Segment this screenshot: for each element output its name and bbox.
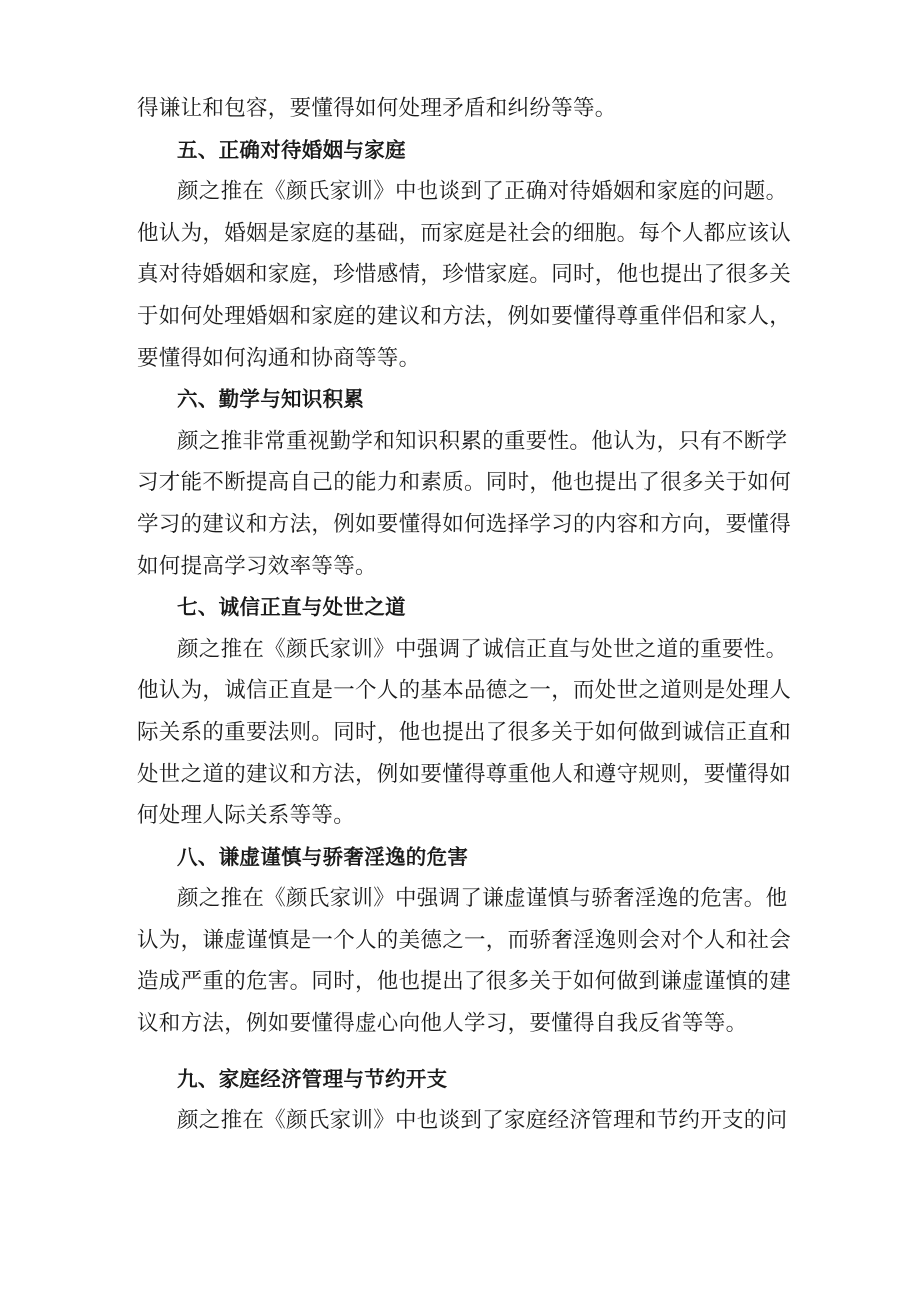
section-heading-9: 九、家庭经济管理与节约开支 [177,1066,448,1091]
paragraph-line: 如何提高学习效率等等。 [137,553,377,579]
paragraph-line: 学习的建议和方法，例如要懂得如何选择学习的内容和方向，要懂得 [137,511,792,537]
paragraph-line: 处世之道的建议和方法，例如要懂得尊重他人和遵守规则，要懂得如 [137,761,792,787]
paragraph-line: 颜之推在《颜氏家训》中也谈到了正确对待婚姻和家庭的问题。 [177,179,788,205]
paragraph-line: 颜之推非常重视勤学和知识积累的重要性。他认为，只有不断学 [177,428,788,454]
section-heading-8: 八、谦虚谨慎与骄奢淫逸的危害 [177,844,469,869]
section-heading-5: 五、正确对待婚姻与家庭 [177,137,406,162]
section-heading-7: 七、诚信正直与处世之道 [177,595,406,620]
paragraph-line: 何处理人际关系等等。 [137,803,356,829]
paragraph-line: 得谦让和包容，要懂得如何处理矛盾和纠纷等等。 [137,96,617,121]
paragraph-line: 颜之推在《颜氏家训》中强调了谦虚谨慎与骄奢淫逸的危害。他 [177,886,788,912]
paragraph-line: 他认为，婚姻是家庭的基础，而家庭是社会的细胞。每个人都应该认 [137,220,792,246]
paragraph-line: 认为，谦虚谨慎是一个人的美德之一，而骄奢淫逸则会对个人和社会 [137,927,792,953]
paragraph-line: 习才能不断提高自己的能力和素质。同时，他也提出了很多关于如何 [137,470,792,496]
paragraph-line: 颜之推在《颜氏家训》中也谈到了家庭经济管理和节约开支的问 [177,1108,788,1134]
document-page [137,88,792,1142]
paragraph-line: 要懂得如何沟通和协商等等。 [137,345,421,371]
paragraph-line: 议和方法，例如要懂得虚心向他人学习，要懂得自我反省等等。 [137,1011,748,1037]
section-heading-6: 六、勤学与知识积累 [177,387,365,412]
paragraph-line: 他认为，诚信正直是一个人的基本品德之一，而处世之道则是处理人 [137,678,792,704]
paragraph-line: 于如何处理婚姻和家庭的建议和方法，例如要懂得尊重伴侣和家人， [137,303,792,329]
paragraph-line: 际关系的重要法则。同时，他也提出了很多关于如何做到诚信正直和 [137,719,792,745]
paragraph-line: 颜之推在《颜氏家训》中强调了诚信正直与处世之道的重要性。 [177,636,788,662]
paragraph-line: 真对待婚姻和家庭，珍惜感情，珍惜家庭。同时，他也提出了很多关 [137,262,792,288]
paragraph-line: 造成严重的危害。同时，他也提出了很多关于如何做到谦虚谨慎的建 [137,969,792,995]
